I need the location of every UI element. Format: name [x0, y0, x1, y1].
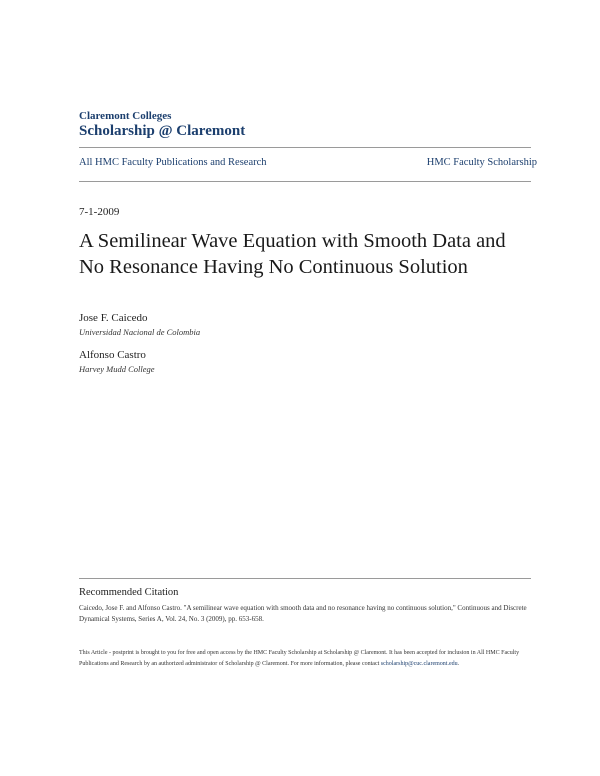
nav-divider	[79, 181, 531, 182]
citation-text: Caicedo, Jose F. and Alfonso Castro. "A semilinear wave equation with smooth data and no resonance having no continuous solution," Continuous and Discrete Dynamical Systems, Series A, Vol. 24, No. 3 (2009), pp. 653-658.	[79, 604, 527, 623]
article-title: A Semilinear Wave Equation with Smooth Data and No Resonance Having No Continuous Solution	[79, 230, 506, 278]
author-name[interactable]: Jose F. Caicedo	[79, 312, 148, 324]
collection-link-hmc-faculty[interactable]: HMC Faculty Scholarship	[426, 157, 537, 168]
repository-name[interactable]: Scholarship @ Claremont	[79, 123, 246, 139]
institution-name: Claremont Colleges	[79, 110, 172, 122]
repository-header	[79, 110, 245, 140]
citation-heading: Recommended Citation	[79, 587, 179, 598]
header-divider	[79, 147, 531, 148]
author-name[interactable]: Alfonso Castro	[79, 349, 146, 361]
notice-text: This Article - postprint is brought to you for free and open access by the HMC Faculty Scholarship at Scholarship @ Claremont. It has been accepted for inclusion in All HMC Faculty Publications and Research by an authorized administrator of Scholarship @ Claremont. For more information, please contact	[79, 650, 520, 667]
access-notice	[79, 648, 539, 669]
notice-end: .	[457, 660, 460, 667]
collection-link-all-hmc[interactable]: All HMC Faculty Publications and Research	[79, 157, 267, 168]
author-affiliation: Universidad Nacional de Colombia	[79, 327, 201, 337]
author-affiliation: Harvey Mudd College	[79, 364, 155, 374]
citation-divider	[79, 578, 531, 579]
publication-date: 7-1-2009	[79, 206, 120, 218]
contact-email-link[interactable]: scholarship@cuc.claremont.edu	[380, 660, 458, 667]
